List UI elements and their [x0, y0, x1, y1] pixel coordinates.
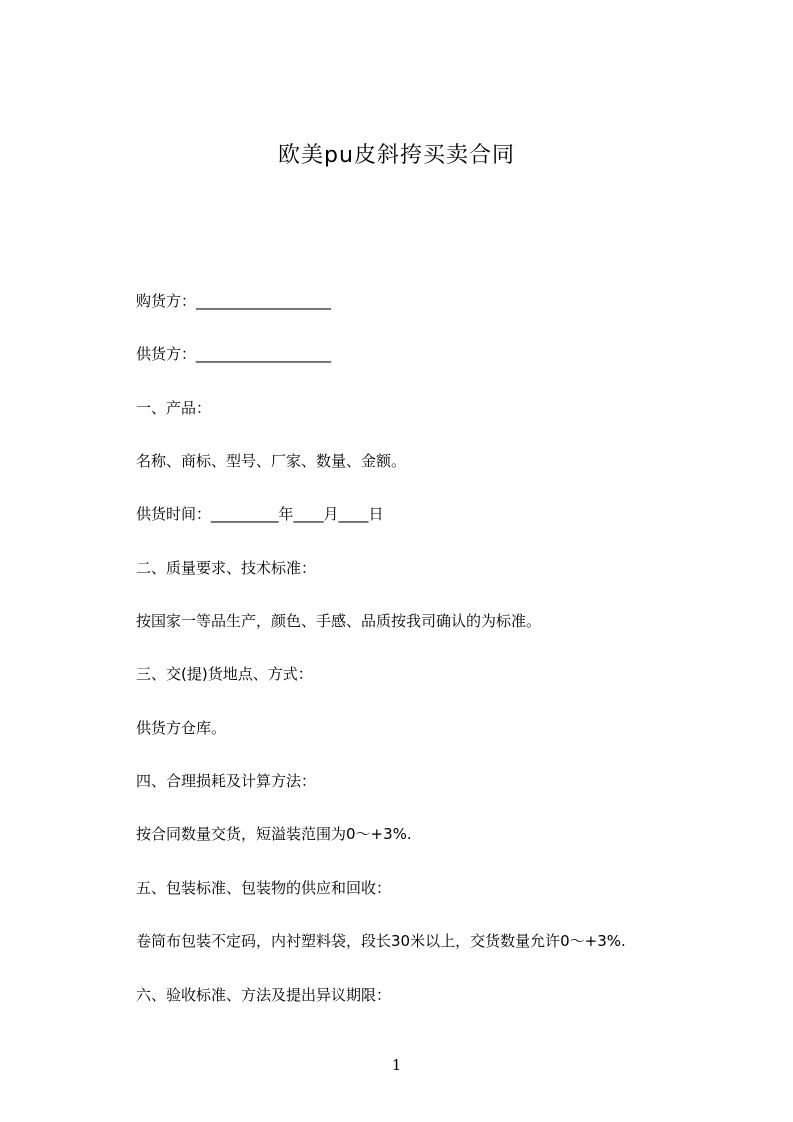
buyer-line: 购货方：__________________: [136, 292, 332, 310]
packaging-line: 卷筒布包装不定码，内衬塑料袋，段长30米以上，交货数量允许0～+3%.: [136, 932, 626, 950]
loss-range-line: 按合同数量交货，短溢装范围为0～+3%.: [136, 825, 412, 843]
delivery-time-line: 供货时间：_________年____月____日: [136, 505, 384, 523]
section-3-heading: 三、交(提)货地点、方式：: [136, 665, 313, 683]
quality-standard-line: 按国家一等品生产，颜色、手感、品质按我司确认的为标准。: [136, 612, 542, 630]
product-fields-line: 名称、商标、型号、厂家、数量、金额。: [136, 452, 407, 470]
section-5-heading: 五、包装标准、包装物的供应和回收：: [136, 879, 392, 897]
page-number: 1: [391, 1056, 402, 1074]
section-1-heading: 一、产品：: [136, 399, 212, 417]
section-2-heading: 二、质量要求、技术标准：: [136, 559, 317, 577]
supplier-line: 供货方：__________________: [136, 345, 332, 363]
section-6-heading: 六、验收标准、方法及提出异议期限：: [136, 986, 392, 1004]
section-4-heading: 四、合理损耗及计算方法：: [136, 772, 317, 790]
document-title: 欧美pu皮斜挎买卖合同: [278, 143, 515, 168]
delivery-place-line: 供货方仓库。: [136, 719, 227, 737]
